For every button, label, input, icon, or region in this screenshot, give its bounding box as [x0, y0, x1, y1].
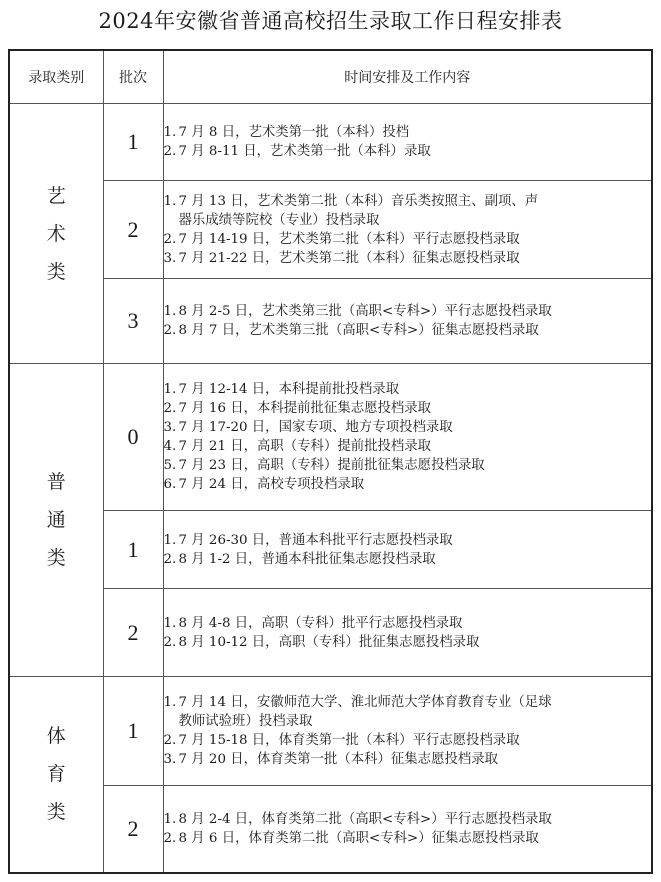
schedule-content — [163, 677, 652, 786]
item-text: 7 月 8-11 日，艺术类第一批（本科）录取 — [178, 144, 431, 159]
category-char: 术 — [46, 222, 66, 245]
category-char: 类 — [46, 547, 66, 569]
item-text-continued: 教师试验班）投档录取 — [178, 714, 313, 729]
item-text: 7 月 14-19 日，艺术类第二批（本科）平行志愿投档录取 — [178, 231, 520, 247]
schedule-item — [164, 418, 652, 437]
category-cell-sports — [9, 677, 103, 873]
item-text: 8 月 1-2 日，普通本科批征集志愿投档录取 — [178, 551, 436, 567]
schedule-item — [164, 731, 652, 750]
schedule-item — [164, 249, 652, 268]
batch-number: 2 — [103, 181, 163, 279]
item-text: 7 月 14 日，安徽师范大学、淮北师范大学体育教育专业（足球 — [178, 695, 552, 710]
item-number: 2. — [163, 401, 177, 416]
batch-number: 2 — [103, 589, 163, 677]
page-title: 2024年安徽省普通高校招生录取工作日程安排表 — [98, 9, 563, 33]
item-text: 7 月 12-14 日，本科提前批投档录取 — [178, 382, 400, 397]
item-text-continued: 器乐成绩等院校（专业）投档录取 — [178, 212, 380, 228]
schedule-item — [164, 614, 652, 633]
header-batch: 批次 — [103, 50, 163, 104]
category-cell-art — [9, 104, 103, 364]
category-char: 类 — [46, 260, 66, 283]
schedule-item — [164, 475, 652, 494]
schedule-content — [163, 786, 652, 873]
batch-number: 1 — [103, 677, 163, 786]
item-number: 1. — [163, 532, 177, 548]
item-number: 3. — [163, 420, 177, 435]
schedule-content — [163, 181, 652, 279]
batch-number: 3 — [103, 279, 163, 364]
schedule-content — [163, 104, 652, 181]
schedule-item — [164, 531, 652, 550]
item-text: 7 月 15-18 日，体育类第一批（本科）平行志愿投档录取 — [178, 733, 520, 748]
table-row — [9, 364, 652, 511]
schedule-item — [164, 380, 652, 399]
schedule-item — [164, 550, 652, 569]
category-char: 育 — [46, 763, 66, 786]
batch-number: 1 — [103, 511, 163, 589]
table-row — [9, 104, 652, 181]
item-text: 7 月 20 日，体育类第一批（本科）征集志愿投档录取 — [178, 752, 499, 767]
table-row — [9, 279, 652, 364]
schedule-content — [163, 364, 652, 511]
item-number: 2. — [163, 231, 177, 247]
schedule-content — [163, 589, 652, 677]
item-number: 2. — [163, 551, 177, 567]
schedule-item — [164, 456, 652, 475]
schedule-item — [164, 693, 652, 731]
schedule-item — [164, 142, 652, 161]
item-text: 7 月 16 日，本科提前批征集志愿投档录取 — [178, 401, 432, 416]
item-number: 6. — [163, 477, 177, 492]
item-number: 2. — [163, 634, 177, 650]
schedule-item — [164, 230, 652, 249]
item-text: 7 月 17-20 日，国家专项、地方专项投档录取 — [178, 420, 453, 435]
schedule-table — [8, 49, 653, 874]
item-number: 5. — [163, 458, 177, 473]
item-text: 8 月 7 日，艺术类第三批（高职<专科>）征集志愿投档录取 — [178, 323, 539, 338]
item-number: 4. — [163, 439, 177, 454]
item-number: 1. — [163, 304, 177, 319]
item-text: 8 月 2-5 日，艺术类第三批（高职<专科>）平行志愿投档录取 — [178, 304, 552, 319]
schedule-content — [163, 511, 652, 589]
item-number: 3. — [163, 752, 177, 767]
item-text: 7 月 21 日，高职（专科）提前批投档录取 — [178, 439, 432, 454]
schedule-content — [163, 279, 652, 364]
item-text: 8 月 10-12 日，高职（专科）批征集志愿投档录取 — [178, 634, 480, 650]
table-row — [9, 786, 652, 873]
schedule-item — [164, 437, 652, 456]
schedule-item — [164, 750, 652, 769]
table-row — [9, 181, 652, 279]
schedule-item — [164, 399, 652, 418]
item-text: 7 月 26-30 日，普通本科批平行志愿投档录取 — [178, 532, 453, 548]
category-char: 类 — [46, 801, 66, 824]
item-text: 8 月 4-8 日，高职（专科）批平行志愿投档录取 — [178, 615, 463, 631]
item-number: 1. — [163, 382, 177, 397]
item-number: 2. — [163, 830, 177, 846]
schedule-item — [164, 633, 652, 652]
schedule-item — [164, 192, 652, 230]
item-number: 1. — [163, 695, 177, 710]
category-cell-general — [9, 364, 103, 677]
item-number: 1. — [163, 193, 177, 209]
item-number: 3. — [163, 250, 177, 266]
item-number: 2. — [163, 144, 177, 159]
schedule-item — [164, 302, 652, 321]
item-text: 8 月 6 日，体育类第二批（高职<专科>）征集志愿投档录取 — [178, 830, 539, 846]
schedule-item — [164, 321, 652, 340]
item-text: 7 月 13 日，艺术类第二批（本科）音乐类按照主、副项、声 — [178, 193, 539, 209]
batch-number: 1 — [103, 104, 163, 181]
table-row — [9, 589, 652, 677]
item-number: 1. — [163, 615, 177, 631]
batch-number: 0 — [103, 364, 163, 511]
table-row — [9, 677, 652, 786]
item-text: 7 月 8 日，艺术类第一批（本科）投档 — [178, 125, 410, 140]
item-number: 1. — [163, 125, 177, 140]
item-number: 2. — [163, 733, 177, 748]
category-char: 普 — [46, 471, 66, 493]
header-row — [9, 50, 652, 104]
batch-number: 2 — [103, 786, 163, 873]
item-number: 1. — [163, 811, 177, 827]
item-number: 2. — [163, 323, 177, 338]
table-row — [9, 511, 652, 589]
category-char: 艺 — [46, 184, 66, 207]
item-text: 7 月 21-22 日，艺术类第二批（本科）征集志愿投档录取 — [178, 250, 520, 266]
category-char: 体 — [46, 725, 66, 748]
header-content: 时间安排及工作内容 — [163, 50, 652, 104]
schedule-item — [164, 810, 652, 829]
item-text: 7 月 24 日，高校专项投档录取 — [178, 477, 365, 492]
item-text: 7 月 23 日，高职（专科）提前批征集志愿投档录取 — [178, 458, 485, 473]
category-char: 通 — [46, 509, 66, 531]
schedule-item — [164, 829, 652, 848]
schedule-item — [164, 123, 652, 142]
header-category: 录取类别 — [9, 50, 103, 104]
item-text: 8 月 2-4 日，体育类第二批（高职<专科>）平行志愿投档录取 — [178, 811, 552, 827]
